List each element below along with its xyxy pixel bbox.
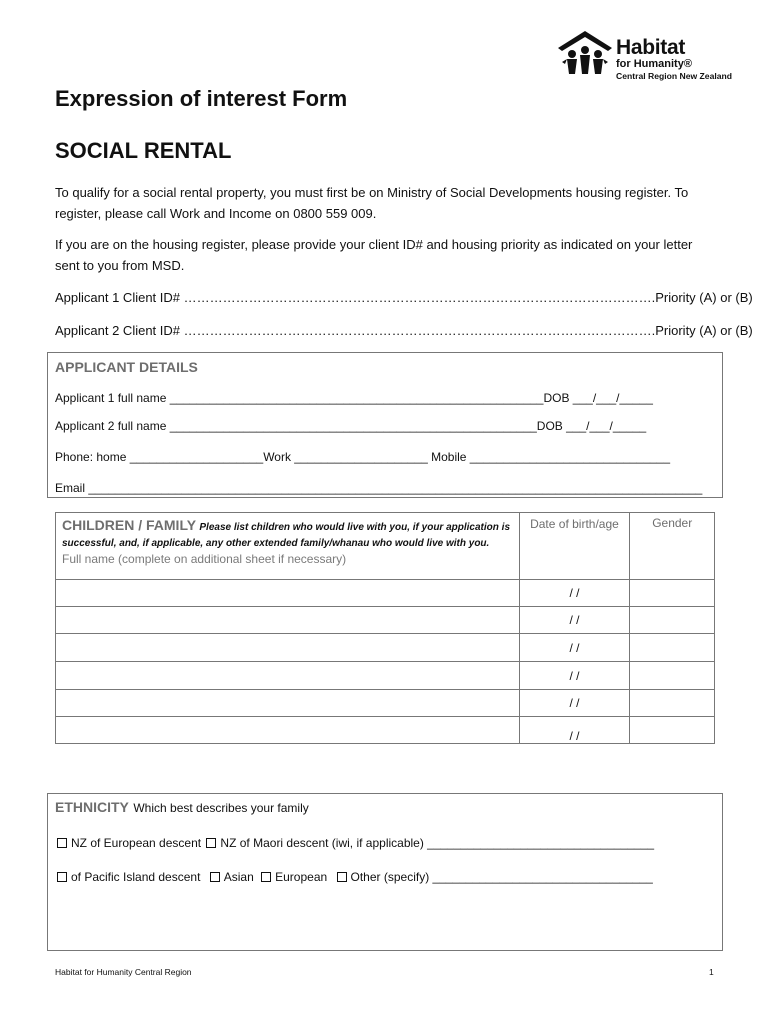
dob-column-header: Date of birth/age: [519, 513, 630, 580]
applicant1-name-dob-field[interactable]: Applicant 1 full name ________________________________________________________DOB ___/___/_____: [55, 391, 653, 405]
gender-column-header: Gender: [630, 513, 715, 580]
checkbox-european[interactable]: [261, 872, 271, 882]
checkbox-nz-maori[interactable]: [206, 838, 216, 848]
other-label: Other (specify) _________________________________: [350, 870, 653, 884]
child-gender-cell[interactable]: [630, 580, 715, 607]
child-gender-cell[interactable]: [630, 634, 715, 662]
applicant-details-section: [47, 352, 723, 498]
ethnicity-line-1: [57, 836, 654, 850]
children-family-table: [55, 512, 715, 744]
logo-sub1: for Humanity®: [616, 58, 692, 70]
ethnicity-heading: ETHNICITY: [55, 799, 129, 815]
ethnicity-heading-row: [55, 799, 309, 817]
form-title: Expression of interest Form: [55, 86, 348, 111]
logo-sub2: Central Region New Zealand: [616, 71, 733, 81]
phone-fields[interactable]: Phone: home ____________________Work ____________________ Mobile ______________________________: [55, 450, 671, 464]
table-row: [56, 580, 715, 607]
checkbox-pacific-island[interactable]: [57, 872, 67, 882]
child-name-cell[interactable]: [56, 717, 520, 744]
children-fullname-label: Full name (complete on additional sheet if necessary): [62, 552, 347, 566]
child-dob-cell[interactable]: / /: [519, 580, 630, 607]
table-row: [56, 607, 715, 634]
house-people-icon: [556, 28, 614, 86]
ethnicity-note: Which best describes your family: [133, 801, 309, 815]
intro-paragraph-1: To qualify for a social rental property, you must first be on Ministry of Social Developments housing register. To register, please call Work and Income on 0800 559 009.: [55, 185, 689, 221]
checkbox-other[interactable]: [337, 872, 347, 882]
nz-european-label: NZ of European descent: [71, 836, 202, 850]
european-label: European: [275, 870, 328, 884]
table-row: [56, 634, 715, 662]
nz-maori-label: NZ of Maori descent (iwi, if applicable) __________________________________: [220, 836, 655, 850]
logo-brand: Habitat: [616, 36, 686, 59]
child-dob-cell[interactable]: / /: [519, 634, 630, 662]
table-row: [56, 717, 715, 744]
child-name-cell[interactable]: [56, 634, 520, 662]
ethnicity-section: [47, 793, 723, 951]
email-field[interactable]: Email ____________________________________________________________________________________________: [55, 481, 703, 495]
asian-label: Asian: [223, 870, 254, 884]
applicant2-client-id-line[interactable]: Applicant 2 Client ID# ……………………………………………………………………………………………….Priority (A) or (B): [55, 323, 753, 338]
applicant1-client-id-line[interactable]: Applicant 1 Client ID# ……………………………………………………………………………………………….Priority (A) or (B): [55, 290, 753, 305]
children-heading-cell: [56, 513, 520, 580]
habitat-logo: [556, 28, 746, 86]
table-row: [56, 662, 715, 690]
checkbox-nz-european[interactable]: [57, 838, 67, 848]
page-number: 1: [709, 967, 714, 977]
checkbox-asian[interactable]: [210, 872, 220, 882]
children-header-row: [56, 513, 715, 580]
child-dob-cell[interactable]: / /: [519, 717, 630, 744]
pacific-island-label: of Pacific Island descent: [71, 870, 201, 884]
applicant2-name-dob-field[interactable]: Applicant 2 full name _______________________________________________________DOB ___/___/_____: [55, 419, 647, 433]
child-gender-cell[interactable]: [630, 717, 715, 744]
child-name-cell[interactable]: [56, 690, 520, 717]
form-subtitle: SOCIAL RENTAL: [55, 138, 232, 163]
intro-paragraph-2: If you are on the housing register, please provide your client ID# and housing priority as indicated on your letter sent to you from MSD.: [55, 237, 693, 273]
child-name-cell[interactable]: [56, 662, 520, 690]
ethnicity-line-2: [57, 870, 653, 884]
child-dob-cell[interactable]: / /: [519, 690, 630, 717]
child-name-cell[interactable]: [56, 580, 520, 607]
child-gender-cell[interactable]: [630, 607, 715, 634]
child-dob-cell[interactable]: / /: [519, 662, 630, 690]
children-heading: CHILDREN / FAMILY: [62, 517, 197, 533]
child-name-cell[interactable]: [56, 607, 520, 634]
children-note: Please list children who would live with you, if your application is successful, and, if applicable, any other extended family/whanau who would live with you.: [62, 522, 511, 549]
child-gender-cell[interactable]: [630, 662, 715, 690]
child-gender-cell[interactable]: [630, 690, 715, 717]
table-row: [56, 690, 715, 717]
footer-org: Habitat for Humanity Central Region: [55, 967, 192, 977]
applicant-details-heading: APPLICANT DETAILS: [55, 359, 198, 375]
child-dob-cell[interactable]: / /: [519, 607, 630, 634]
